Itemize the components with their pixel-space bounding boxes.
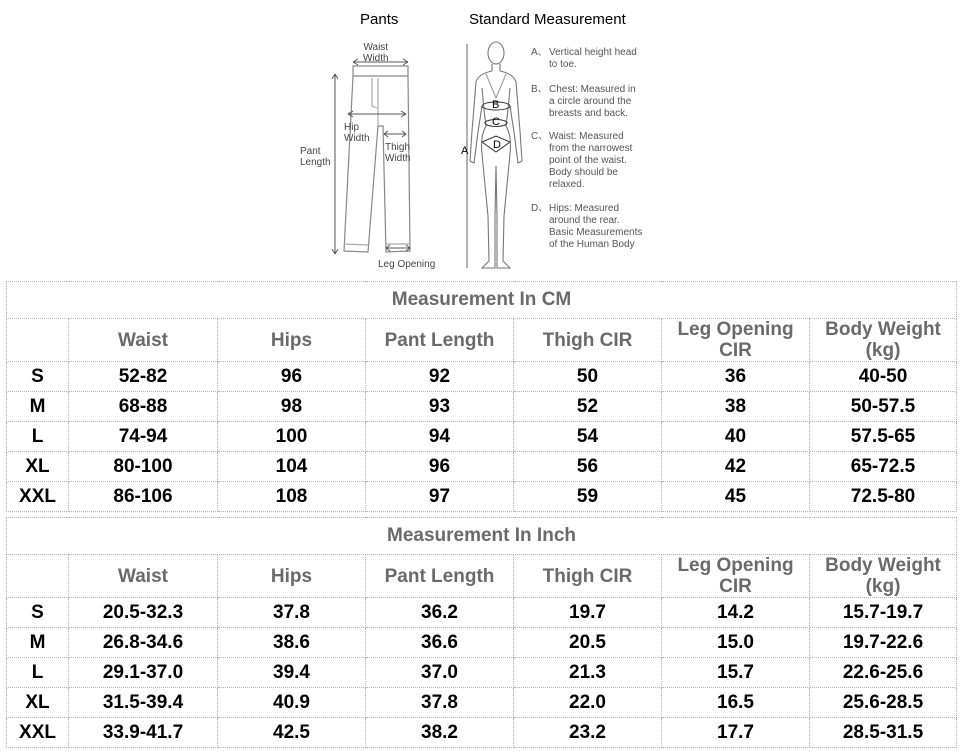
column-header [366, 319, 514, 362]
note-d-key: D、 [531, 203, 549, 214]
size-label: XL [7, 688, 69, 718]
note-d-line: Hips: Measured [549, 203, 620, 214]
table-cell: 28.5-31.5 [810, 718, 957, 748]
table-cell: 29.1-37.0 [69, 658, 218, 688]
note-b-line: Chest: Measured in [549, 84, 636, 95]
table-cell: 74-94 [69, 422, 218, 452]
table-row [7, 658, 957, 688]
table-cell: 37.8 [366, 688, 514, 718]
column-header-line: Thigh CIR [542, 565, 633, 587]
table-cell: 38.6 [218, 628, 366, 658]
table-cell: 52 [514, 392, 662, 422]
cm-size-table [6, 281, 957, 512]
table-title: Measurement In CM [7, 282, 957, 319]
column-header [514, 555, 662, 598]
note-d-line: around the rear. [549, 215, 620, 226]
note-a-line: to toe. [549, 59, 577, 70]
table-cell: 15.7-19.7 [810, 598, 957, 628]
table-cell: 40-50 [810, 362, 957, 392]
table-cell: 31.5-39.4 [69, 688, 218, 718]
note-d-line: of the Human Body [549, 239, 635, 250]
standard-measurement-heading: Standard Measurement [469, 11, 626, 28]
table-cell: 23.2 [514, 718, 662, 748]
table-cell: 21.3 [514, 658, 662, 688]
size-label: XXL [7, 482, 69, 512]
table-cell: 97 [366, 482, 514, 512]
pant-length-label [300, 146, 331, 168]
column-header-line: Waist [118, 565, 168, 587]
table-cell: 38.2 [366, 718, 514, 748]
note-c-line: point of the waist. [549, 155, 627, 166]
table-cell: 14.2 [662, 598, 810, 628]
table-row [7, 718, 957, 748]
size-label: M [7, 392, 69, 422]
table-cell: 40.9 [218, 688, 366, 718]
header-row [7, 319, 957, 362]
table-cell: 50 [514, 362, 662, 392]
note-a [531, 47, 637, 71]
pant-length-line1: Pant [300, 146, 321, 157]
column-header-line: CIR [719, 576, 752, 597]
column-header-line: (kg) [865, 576, 901, 597]
column-header-line: Body Weight [825, 319, 941, 340]
table-cell: 86-106 [69, 482, 218, 512]
column-header [7, 555, 69, 598]
column-header [662, 555, 810, 598]
table-cell: 20.5 [514, 628, 662, 658]
header-row [7, 555, 957, 598]
note-a-key: A、 [531, 47, 548, 58]
table-cell: 22.0 [514, 688, 662, 718]
column-header-line: (kg) [865, 340, 901, 361]
table-cell: 45 [662, 482, 810, 512]
table-cell: 19.7-22.6 [810, 628, 957, 658]
column-header [69, 555, 218, 598]
note-d-line: Basic Measurements [549, 227, 643, 238]
column-header-line: Body Weight [825, 555, 941, 576]
table-cell: 92 [366, 362, 514, 392]
table-cell: 80-100 [69, 452, 218, 482]
pants-heading: Pants [360, 11, 399, 28]
table-cell: 56 [514, 452, 662, 482]
table-cell: 39.4 [218, 658, 366, 688]
table-cell: 15.0 [662, 628, 810, 658]
table-row [7, 628, 957, 658]
table-cell: 38 [662, 392, 810, 422]
table-cell: 16.5 [662, 688, 810, 718]
column-header-line: Waist [118, 329, 168, 351]
table-row [7, 598, 957, 628]
size-label: XL [7, 452, 69, 482]
table-cell: 36.6 [366, 628, 514, 658]
table-cell: 50-57.5 [810, 392, 957, 422]
table-cell: 54 [514, 422, 662, 452]
column-header [7, 319, 69, 362]
table-cell: 22.6-25.6 [810, 658, 957, 688]
note-c-line: Waist: Measured [549, 131, 624, 142]
note-b-line: breasts and back. [549, 108, 628, 119]
thigh-width-line1: Thigh [385, 142, 411, 153]
hip-width-line1: Hip [344, 122, 360, 133]
size-label: L [7, 422, 69, 452]
size-label: L [7, 658, 69, 688]
thigh-width-label [385, 142, 411, 164]
table-row [7, 392, 957, 422]
column-header [514, 319, 662, 362]
pant-length-line2: Length [300, 157, 331, 168]
table-cell: 36 [662, 362, 810, 392]
table-cell: 93 [366, 392, 514, 422]
waist-width-line1: Waist [363, 42, 389, 53]
table-cell: 104 [218, 452, 366, 482]
size-label: S [7, 362, 69, 392]
note-c-line: relaxed. [549, 179, 585, 190]
note-c [531, 131, 633, 191]
cm-table-body [7, 282, 957, 512]
table-cell: 25.6-28.5 [810, 688, 957, 718]
column-header-line: Pant Length [384, 565, 495, 587]
table-cell: 52-82 [69, 362, 218, 392]
column-header [69, 319, 218, 362]
table-cell: 36.2 [366, 598, 514, 628]
column-header-line: Hips [270, 565, 313, 587]
column-header [218, 319, 366, 362]
table-cell: 20.5-32.3 [69, 598, 218, 628]
body-mark-a: A [461, 145, 469, 157]
hip-width-label [344, 122, 370, 144]
table-cell: 96 [218, 362, 366, 392]
table-row [7, 362, 957, 392]
note-d [531, 203, 643, 251]
body-mark-b: B [492, 99, 500, 111]
note-c-line: Body should be [549, 167, 618, 178]
table-cell: 65-72.5 [810, 452, 957, 482]
table-cell: 17.7 [662, 718, 810, 748]
table-cell: 33.9-41.7 [69, 718, 218, 748]
inch-table-body [7, 518, 957, 748]
column-header [218, 555, 366, 598]
note-c-line: from the narrowest [549, 143, 633, 154]
waist-width-label [363, 42, 389, 64]
table-cell: 57.5-65 [810, 422, 957, 452]
table-cell: 19.7 [514, 598, 662, 628]
note-c-key: C、 [531, 131, 549, 142]
body-mark-c: C [492, 116, 500, 128]
column-header-line: Leg Opening [677, 319, 794, 340]
body-mark-d: D [493, 139, 501, 151]
table-title: Measurement In Inch [7, 518, 957, 555]
thigh-width-line2: Width [385, 153, 411, 164]
note-b-key: B、 [531, 84, 548, 95]
size-label: M [7, 628, 69, 658]
column-header [366, 555, 514, 598]
table-cell: 96 [366, 452, 514, 482]
table-cell: 100 [218, 422, 366, 452]
note-b [531, 84, 636, 120]
table-cell: 40 [662, 422, 810, 452]
measurement-diagram [0, 0, 962, 278]
table-row [7, 422, 957, 452]
table-row [7, 688, 957, 718]
size-label: S [7, 598, 69, 628]
table-cell: 72.5-80 [810, 482, 957, 512]
inch-size-table [6, 517, 957, 748]
note-b-line: a circle around the [549, 96, 632, 107]
size-label: XXL [7, 718, 69, 748]
note-a-line: Vertical height head [549, 47, 637, 58]
column-header [810, 555, 957, 598]
table-cell: 37.0 [366, 658, 514, 688]
column-header-line: CIR [719, 340, 752, 361]
column-header-line: Thigh CIR [542, 329, 633, 351]
column-header [662, 319, 810, 362]
column-header-line: Leg Opening [677, 555, 794, 576]
column-header [810, 319, 957, 362]
column-header-line: Pant Length [384, 329, 495, 351]
hip-width-line2: Width [344, 133, 370, 144]
table-row [7, 452, 957, 482]
table-cell: 15.7 [662, 658, 810, 688]
table-row [7, 482, 957, 512]
waist-width-line2: Width [363, 53, 389, 64]
column-header-line: Hips [270, 329, 313, 351]
table-cell: 42.5 [218, 718, 366, 748]
table-cell: 94 [366, 422, 514, 452]
table-cell: 26.8-34.6 [69, 628, 218, 658]
table-cell: 59 [514, 482, 662, 512]
table-cell: 68-88 [69, 392, 218, 422]
table-cell: 42 [662, 452, 810, 482]
table-cell: 37.8 [218, 598, 366, 628]
table-cell: 98 [218, 392, 366, 422]
body-illustration [462, 36, 532, 276]
table-cell: 108 [218, 482, 366, 512]
leg-opening-label: Leg Opening [378, 259, 436, 270]
